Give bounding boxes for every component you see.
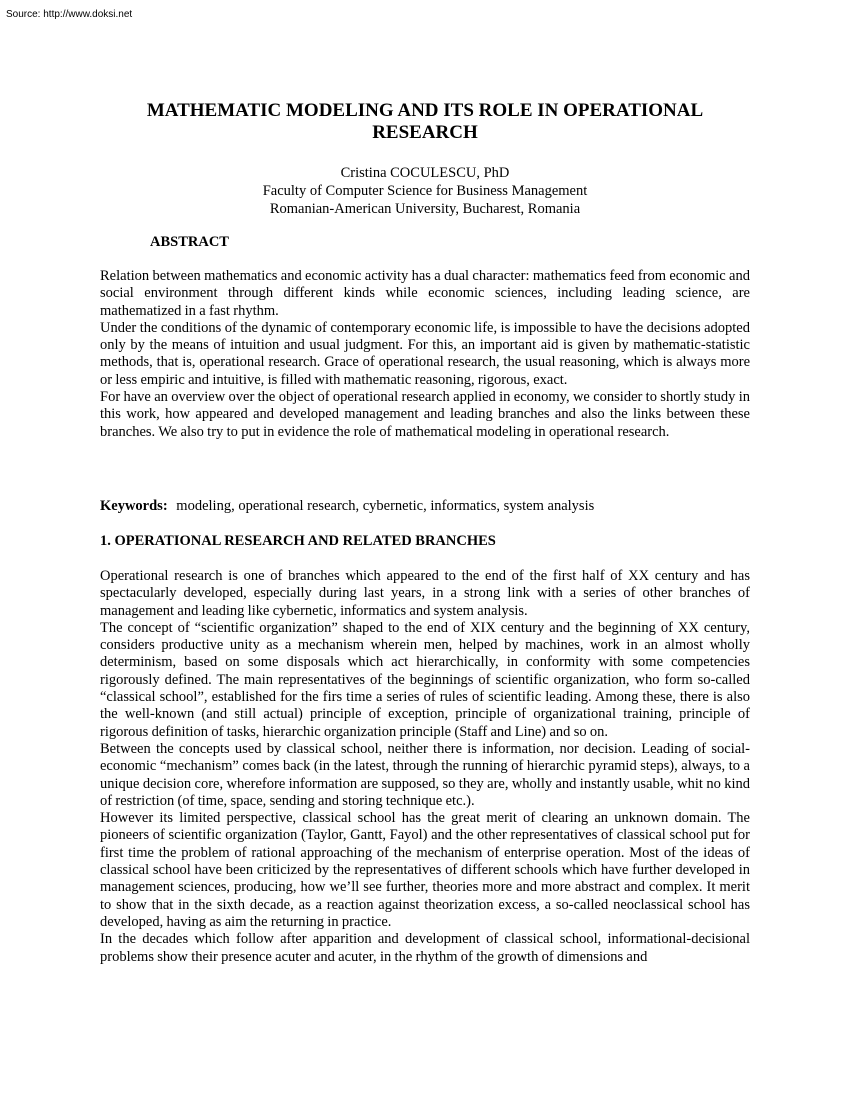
section-body (100, 568, 750, 992)
abstract-paragraph: For have an overview over the object of operational research applied in economy, we consider to shortly study in this work, how appeared and developed management and leading branches and also the links between these branches. We also try to put in evidence the role of mathematical modeling in operational research. (100, 389, 750, 440)
source-url: Source: http://www.doksi.net (6, 9, 133, 20)
abstract-body (100, 268, 750, 441)
keywords-label: Keywords: (100, 498, 168, 514)
author-name: Cristina COCULESCU, PhD (340, 165, 510, 181)
abstract-paragraph: Under the conditions of the dynamic of contemporary economic life, is impossible to have the decisions adopted only by the means of intuition and usual judgment. For this, an important aid is given by mathematic-statistic methods, that is, operational research. Grace of operational research, the usual reasoning, which is always more or less empiric and intuitive, is filled with mathematic reasoning, rigorous, exact. (100, 319, 750, 388)
abstract-paragraph: Relation between mathematics and economic activity has a dual character: mathematics feed from economic and social environment through different kinds while economic sciences, including leading science, are mathematized in a fast rhythm. (100, 268, 750, 319)
author-faculty: Faculty of Computer Science for Business Management (262, 183, 588, 199)
body-paragraph: In the decades which follow after apparition and development of classical school, informational-decisional problems show their presence acuter and acuter, in the rhythm of the growth of dimensions and (100, 931, 750, 965)
author-block (100, 164, 750, 218)
author-university: Romanian-American University, Bucharest, Romania (269, 201, 581, 217)
section-heading: 1. OPERATIONAL RESEARCH AND RELATED BRANCHES (100, 533, 496, 549)
body-paragraph: However its limited perspective, classical school has the great merit of clearing an unknown domain. The pioneers of scientific organization (Taylor, Gantt, Fayol) and the other representatives of classical school put for first time the problem of rational approaching of the mechanism of enterprise operation. Most of the ideas of classical school have been criticized by the representatives of different schools which have further developed in management sciences, producing, how we’ll see further, theories more and more abstract and complex. It merit to show that in the sixth decade, as a reaction against theorization excess, a so-called neoclassical school has developed, having as aim the returning in practice. (100, 810, 750, 930)
body-paragraph: Operational research is one of branches which appeared to the end of the first half of XX century and has spectacularly developed, especially during last years, in a strong link with a series of other branches of management and leading like cybernetic, informatics and system analysis. (100, 568, 750, 619)
paper-title: MATHEMATIC MODELING AND ITS ROLE IN OPERATIONAL RESEARCH (146, 100, 704, 143)
body-paragraph: The concept of “scientific organization” shaped to the end of XIX century and the beginning of XX century, considers productive unity as a mechanism wherein men, helped by machines, work in an almost wholly determinism, based on some disposals which act hierarchically, in conformity with some competencies rigorously defined. The main representatives of the beginnings of scientific organization, who form so-called “classical school”, established for the firs time a series of rules of scientific leading. Among these, there is also the well-known (and still actual) principle of exception, principle of organizational training, principle of rigorous definition of tasks, hierarchic organization principle (Staff and Line) and so on. (100, 619, 750, 740)
keywords-text: modeling, operational research, cybernetic, informatics, system analysis (176, 498, 595, 514)
body-paragraph: Between the concepts used by classical school, neither there is information, nor decision. Leading of social-economic “mechanism” comes back (in the latest, through the running of hierarchic pyramid steps), always, to a unique decision core, wherefore information are supposed, so they are, wholly and instantly usable, whit no kind of restriction (of time, space, sending and storing technique etc.). (100, 740, 750, 809)
abstract-heading: ABSTRACT (150, 234, 229, 250)
keywords-line (100, 497, 750, 515)
